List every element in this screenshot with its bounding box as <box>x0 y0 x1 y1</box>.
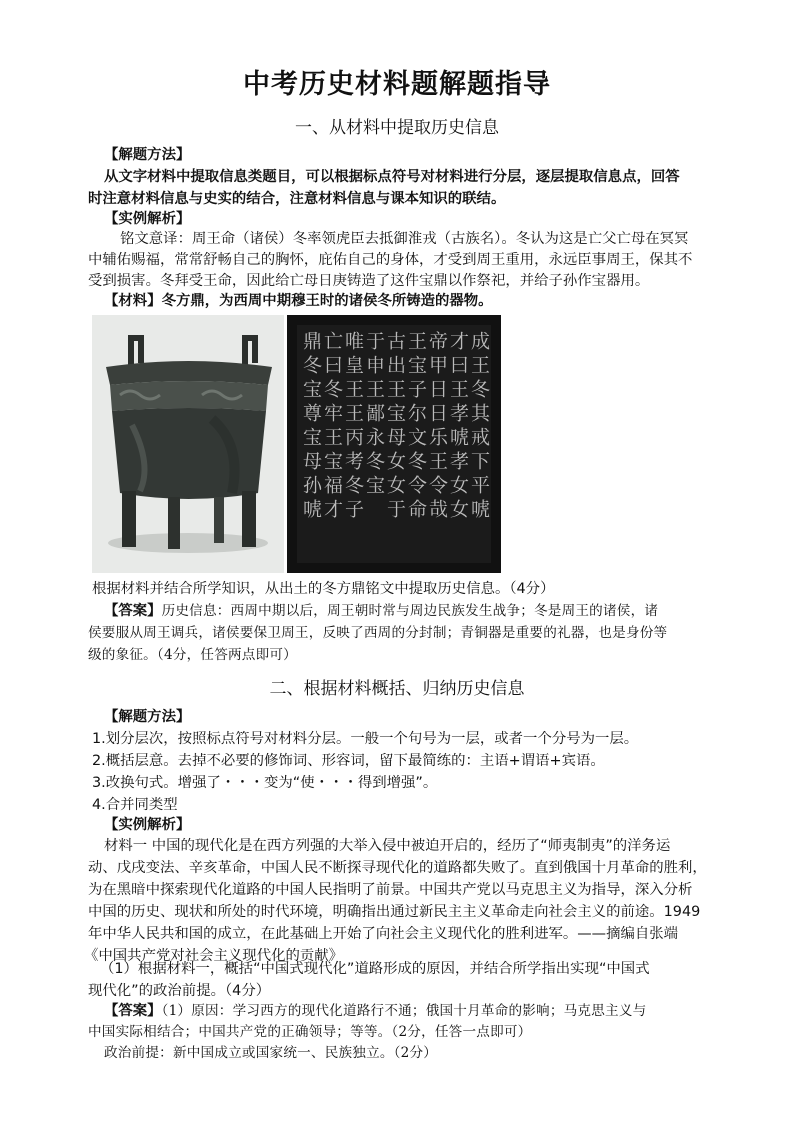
rubbing-column: 于申王鄙永冬宝 <box>363 331 385 499</box>
section1-example-line-2: 中辅佑赐福，常常舒畅自己的胸怀，庇佑自己的身体，才受到周王重用，永远臣事周王，保其不 <box>88 252 693 268</box>
section2-question-line-2: 现代化”的政治前提。（4分） <box>88 983 271 999</box>
section2-answer-tag: 【答案】 <box>104 1003 162 1019</box>
section2-material-line-1: 材料一 中国的现代化是在西方列强的大举入侵中被迫开启的，经历了“师夷制夷”的洋务运 <box>104 838 671 854</box>
section2-answer-text-1: （1）原因：学习西方的现代化道路行不通；俄国十月革命的影响；马克思主义与 <box>161 1003 647 1019</box>
inscription-rubbing <box>287 315 501 573</box>
section1-example-line-3: 受到损害。冬拜受王命，因此给亡母日庚铸造了这件宝鼎以作祭祀，并给子孙作宝器用。 <box>88 273 650 289</box>
section2-step-4: 4.合并同类型 <box>92 797 178 813</box>
bronze-ding-photo <box>92 315 284 573</box>
section2-material-line-2: 动、戊戌变法、辛亥革命，中国人民不断探寻现代化的道路都失败了。直到俄国十月革命的胜利， <box>88 860 707 876</box>
section1-example-line-1: 铭文意译：周王命（诸侯）冬率领虎臣去抵御淮戎（古族名）。冬认为这是亡父亡母在冥冥 <box>120 231 689 247</box>
section1-answer-tag: 【答案】 <box>104 603 162 619</box>
section2-step-3: 3.改换句式。增强了・・・变为“使・・・得到增强”。 <box>92 775 438 791</box>
section2-answer-line-1 <box>104 1000 736 1022</box>
rubbing-column: 唯皇王王丙考冬子 <box>342 331 364 523</box>
rubbing-column: 成王冬其戒下平唬 <box>468 331 490 523</box>
section2-method-tag: 【解题方法】 <box>104 709 191 725</box>
section2-answer-line-2: 中国实际相结合；中国共产党的正确领导；等等。（2分，任答一点即可） <box>88 1024 532 1040</box>
rubbing-column: 才曰王孝唬孝女女 <box>447 331 469 523</box>
section1-heading: 一、从材料中提取历史信息 <box>295 118 499 138</box>
section1-answer-text-1: 历史信息：西周中期以后，周王朝时常与周边民族发生战争；冬是周王的诸侯，诸 <box>161 603 659 619</box>
section2-material-line-4: 中国的历史、现状和所处的时代环境，明确指出通过新民主主义革命走向社会主义的前途。1949 <box>88 904 701 920</box>
rubbing-column: 古出王宝母女女于 <box>384 331 406 523</box>
section1-material-line: 【材料】冬方鼎，为西周中期穆王时的诸侯冬所铸造的器物。 <box>104 293 493 309</box>
section2-material-line-6: 《中国共产党对社会主义现代化的贡献》 <box>84 948 344 964</box>
section1-method-line-2: 时注意材料信息与史实的结合，注意材料信息与课本知识的联结。 <box>88 191 506 207</box>
section2-answer-line-3: 政治前提：新中国成立或国家统一、民族独立。（2分） <box>104 1045 438 1061</box>
section1-method-line-1: 从文字材料中提取信息类题目，可以根据标点符号对材料进行分层，逐层提取信息点，回答 <box>104 169 680 185</box>
section1-answer-line-3: 级的象征。（4分，任答两点即可） <box>88 647 297 663</box>
section2-question-line-1: （1）根据材料一，概括“中国式现代化”道路形成的原因，并结合所学指出实现“中国式 <box>100 961 650 977</box>
section1-example-tag: 【实例解析】 <box>104 211 191 227</box>
rubbing-column: 王宝子尔文冬令命 <box>405 331 427 523</box>
section1-method-tag: 【解题方法】 <box>104 147 191 163</box>
section2-material-line-5: 年中华人民共和国的成立，在此基础上开始了向社会主义现代化的胜利进军。——摘编自张端 <box>88 926 679 942</box>
section2-example-tag: 【实例解析】 <box>104 817 191 833</box>
section2-material-line-3: 为在黑暗中探索现代化道路的中国人民指明了前景。中国共产党以马克思主义为指导，深入分析 <box>88 882 693 898</box>
section1-answer-line-2: 侯要服从周王调兵，诸侯要保卫周王，反映了西周的分封制；青铜器是重要的礼器，也是身份等 <box>88 625 668 641</box>
section2-step-1: 1.划分层次，按照标点符号对材料分层。一般一个句号为一层，或者一个分号为一层。 <box>92 731 639 747</box>
rubbing-column: 帝甲日日乐王令哉 <box>426 331 448 523</box>
section2-heading: 二、根据材料概括、归纳历史信息 <box>269 679 525 699</box>
rubbing-column: 亡曰冬牢王宝福才 <box>321 331 343 523</box>
section1-question: 根据材料并结合所学知识，从出土的冬方鼎铭文中提取历史信息。（4分） <box>92 581 555 597</box>
section1-answer-line-1 <box>104 600 736 622</box>
document-title: 中考历史材料题解题指导 <box>243 69 551 100</box>
rubbing-column: 鼎冬宝尊宝母孙唬 <box>300 331 322 523</box>
section2-step-2: 2.概括层意。去掉不必要的修饰词、形容词，留下最简练的：主语+谓语+宾语。 <box>92 753 605 769</box>
